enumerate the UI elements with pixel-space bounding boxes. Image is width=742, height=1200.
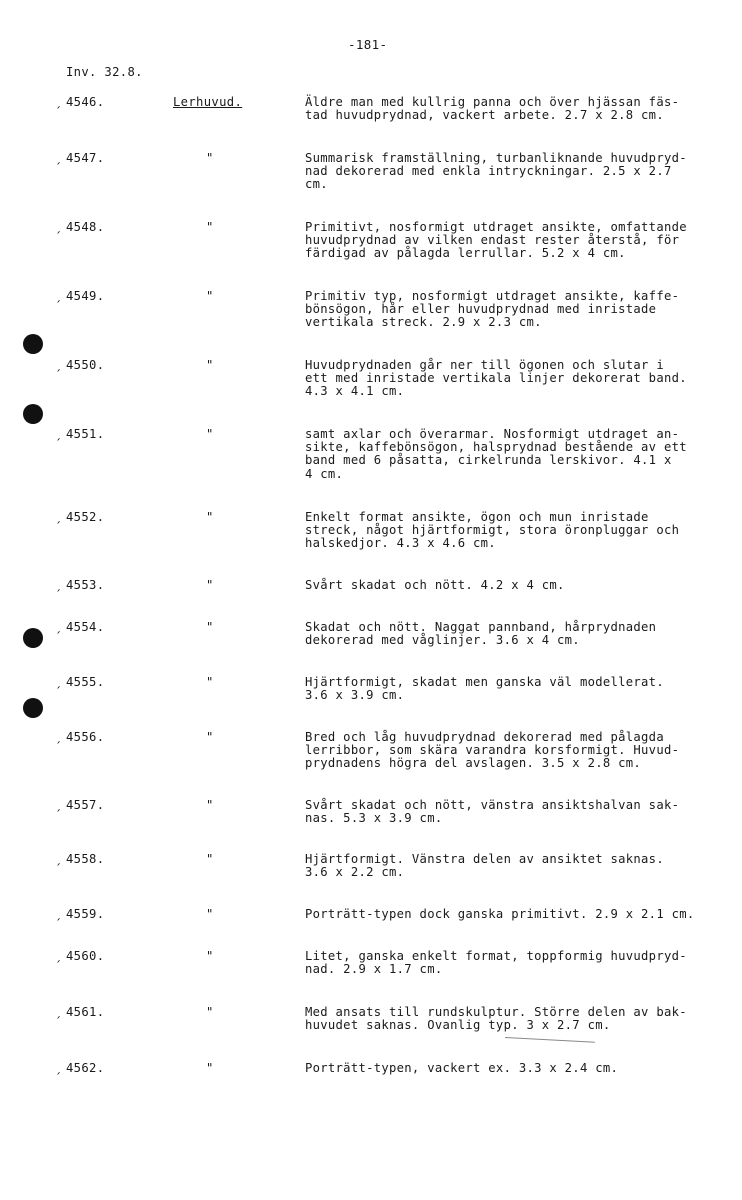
inventory-label: Inv. 32.8. (66, 65, 143, 79)
entry-description: Svårt skadat och nött, vänstra ansiktshalvan sak- nas. 5.3 x 3.9 cm. (305, 798, 680, 826)
entry-number: 4558. (66, 852, 105, 866)
entry-number: 4546. (66, 95, 105, 109)
entry-number: 4548. (66, 220, 105, 234)
object-type: Lerhuvud. (173, 95, 243, 109)
page-number: -181- (348, 37, 388, 52)
ditto-mark: " (206, 675, 214, 689)
entry-description: Äldre man med kullrig panna och över hjässan fäs- tad huvudprydnad, vackert arbete. 2.7 x 2.8 cm. (305, 95, 680, 123)
pencil-tick-mark: ˏ (55, 357, 63, 371)
entry-description: Porträtt-typen, vackert ex. 3.3 x 2.4 cm. (305, 1061, 619, 1075)
pencil-tick-mark: ˏ (55, 851, 63, 865)
entry-description: Svårt skadat och nött. 4.2 x 4 cm. (305, 578, 565, 592)
entry-number: 4554. (66, 620, 105, 634)
entry-description: Summarisk framställning, turbanliknande huvudpryd- nad dekorerad med enkla intryckningar. 2.5 x 2.7 cm. (305, 151, 687, 192)
pencil-tick-mark: ˏ (55, 1060, 63, 1074)
pencil-tick-mark: ˏ (55, 150, 63, 164)
ditto-mark: " (206, 730, 214, 744)
binder-hole (23, 334, 43, 354)
entry-description: Med ansats till rundskulptur. Större delen av bak- huvudet saknas. Ovanlig typ. 3 x 2.7 cm. (305, 1005, 687, 1033)
entry-number: 4561. (66, 1005, 105, 1019)
pencil-tick-mark: ˏ (55, 509, 63, 523)
pencil-tick-mark: ˏ (55, 426, 63, 440)
pencil-tick-mark: ˏ (55, 1004, 63, 1018)
pencil-tick-mark: ˏ (55, 619, 63, 633)
pencil-tick-mark: ˏ (55, 948, 63, 962)
ditto-mark: " (206, 427, 214, 441)
pencil-tick-mark: ˏ (55, 94, 63, 108)
entry-number: 4550. (66, 358, 105, 372)
ditto-mark: " (206, 151, 214, 165)
entry-number: 4562. (66, 1061, 105, 1075)
ditto-mark: " (206, 578, 214, 592)
entry-number: 4551. (66, 427, 105, 441)
pencil-tick-mark: ˏ (55, 219, 63, 233)
entry-description: Litet, ganska enkelt format, toppformig huvudpryd- nad. 2.9 x 1.7 cm. (305, 949, 687, 977)
entry-number: 4555. (66, 675, 105, 689)
pencil-tick-mark: ˏ (55, 797, 63, 811)
ditto-mark: " (206, 1005, 214, 1019)
pencil-tick-mark: ˏ (55, 729, 63, 743)
entry-description: Primitiv typ, nosformigt utdraget ansikte, kaffe- bönsögon, hår eller huvudprydnad med inristade vertikala streck. 2.9 x 2.3 cm. (305, 289, 680, 330)
ditto-mark: " (206, 620, 214, 634)
pencil-tick-mark: ˏ (55, 906, 63, 920)
entry-number: 4553. (66, 578, 105, 592)
pencil-tick-mark: ˏ (55, 577, 63, 591)
entry-description: Hjärtformigt. Vänstra delen av ansiktet saknas. 3.6 x 2.2 cm. (305, 852, 664, 880)
ditto-mark: " (206, 289, 214, 303)
entry-description: Enkelt format ansikte, ögon och mun inristade streck, något hjärtformigt, stora öronpluggar och halskedjor. 4.3 x 4.6 cm. (305, 510, 680, 551)
entry-number: 4547. (66, 151, 105, 165)
entry-description: Huvudprydnaden går ner till ögonen och slutar i ett med inristade vertikala linjer dekorerat band. 4.3 x 4.1 cm. (305, 358, 687, 399)
ditto-mark: " (206, 220, 214, 234)
entry-number: 4556. (66, 730, 105, 744)
ditto-mark: " (206, 1061, 214, 1075)
binder-hole (23, 628, 43, 648)
ditto-mark: " (206, 907, 214, 921)
entry-number: 4560. (66, 949, 105, 963)
entry-number: 4549. (66, 289, 105, 303)
entry-description: Hjärtformigt, skadat men ganska väl modellerat. 3.6 x 3.9 cm. (305, 675, 664, 703)
pencil-tick-mark: ˏ (55, 674, 63, 688)
binder-hole (23, 404, 43, 424)
ditto-mark: " (206, 949, 214, 963)
entry-description: Porträtt-typen dock ganska primitivt. 2.9 x 2.1 cm. (305, 907, 695, 921)
ditto-mark: " (206, 510, 214, 524)
entry-description: Bred och låg huvudprydnad dekorerad med pålagda lerribbor, som skära varandra korsformigt. Huvud- prydnadens högra del avslagen. 3.5 x 2.8 cm. (305, 730, 680, 771)
binder-hole (23, 698, 43, 718)
entry-number: 4559. (66, 907, 105, 921)
entry-number: 4557. (66, 798, 105, 812)
entry-description: Skadat och nött. Naggat pannband, hårprydnaden dekorerad med våglinjer. 3.6 x 4 cm. (305, 620, 657, 648)
entry-description: Primitivt, nosformigt utdraget ansikte, omfattande huvudprydnad av vilken endast rester återstå, för färdigad av pålagda lerrullar. 5.2 x 4 cm. (305, 220, 687, 261)
ditto-mark: " (206, 798, 214, 812)
pencil-underline (505, 1037, 595, 1043)
entry-number: 4552. (66, 510, 105, 524)
ditto-mark: " (206, 358, 214, 372)
ditto-mark: " (206, 852, 214, 866)
entry-description: samt axlar och överarmar. Nosformigt utdraget an- sikte, kaffebönsögon, halsprydnad bestående av ett band med 6 påsatta, cirkelrunda lerskivor. 4.1 x 4 cm. (305, 427, 687, 481)
pencil-tick-mark: ˏ (55, 288, 63, 302)
